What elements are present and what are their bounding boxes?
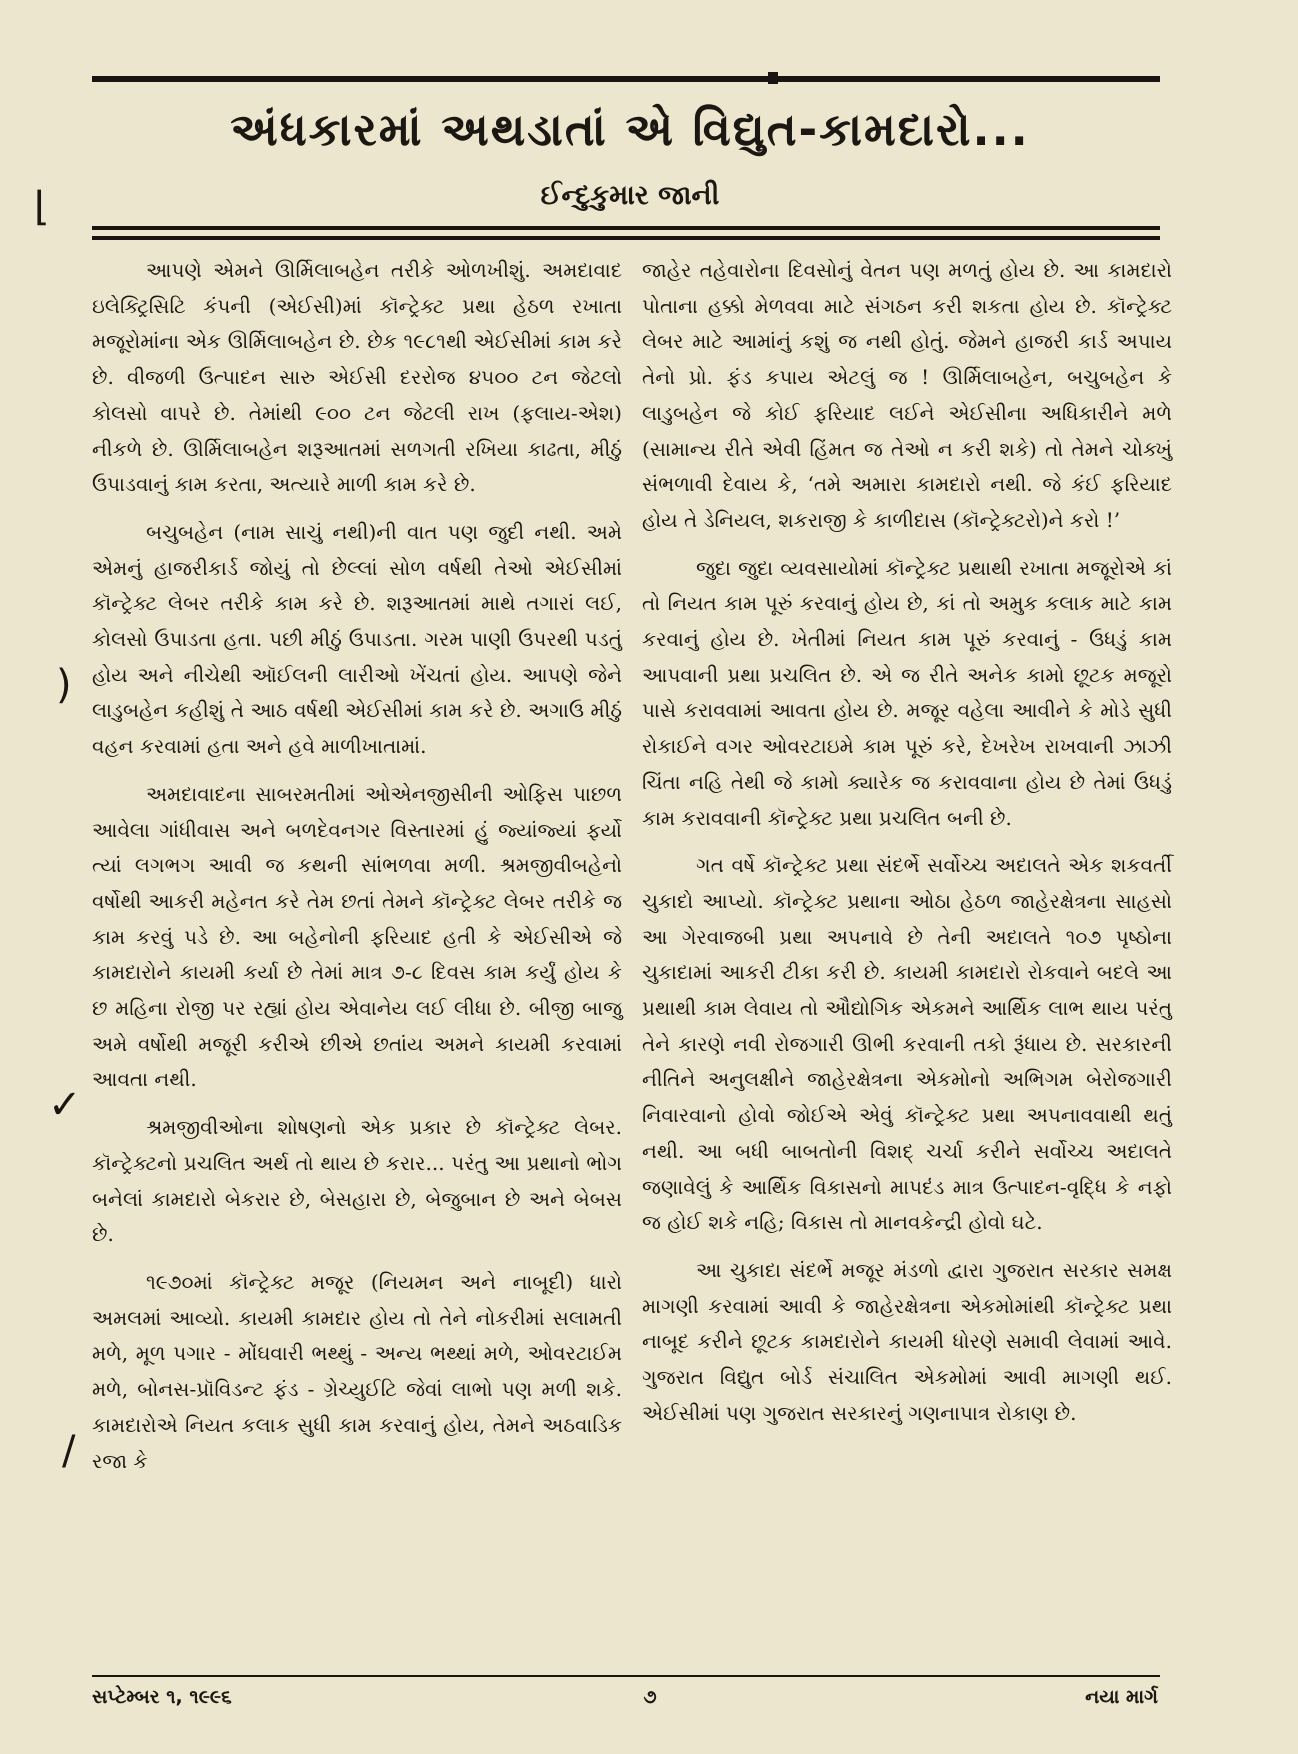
paragraph: ગત વર્ષે કૉન્ટ્રેક્ટ પ્રથા સંદર્ભે સર્વોચ્ચ અદાલતે એક શકવર્તી ચુકાદો આપ્યો. કૉન્ટ્રેક્ટ પ્રથાના ઓઠા હેઠળ જાહેરક્ષેત્રના સાહસો આ ગેરવાજબી પ્રથા અપનાવે છે તેની અદાલતે ૧૦૭ પૃષ્ઠોના ચુકાદામાં આકરી ટીકા કરી છે. કાયમી કામદારો રોકવાને બદલે આ પ્રથાથી કામ લેવાય તો ઔદ્યોગિક એકમને આર્થિક લાભ થાય પરંતુ તેને કારણે નવી રોજગારી ઊભી કરવાની તકો રૂંધાય છે. સરકારની નીતિને અનુલક્ષીને જાહેરક્ષેત્રના એકમોનો અભિગમ બેરોજગારી નિવારવાનો હોવો જોઈએ એવું કૉન્ટ્રેક્ટ પ્રથા અપનાવવાથી થતું નથી. આ બધી બાબતોની વિશદ્ ચર્ચા કરીને સર્વોચ્ચ અદાલતે જણાવેલું કે આર્થિક વિકાસનો માપદંડ માત્ર ઉત્પાદન-વૃદ્ધિ કે નફો જ હોઈ શકે નહિ; વિકાસ તો માનવકેન્દ્રી હોવો ઘટે. <box>642 853 1172 1235</box>
header-rule-upper <box>92 226 1160 230</box>
right-column <box>642 253 1172 1444</box>
top-rule-ornament <box>768 72 778 84</box>
left-column <box>92 253 622 1491</box>
article-title: અંધકારમાં અથડાતાં એ વિદ્યુત-કામદારો... <box>230 103 1030 156</box>
margin-mark-2: ) <box>56 662 72 708</box>
paragraph: આપણે એમને ઊર્મિલાબહેન તરીકે ઓળખીશું. અમદાવાદ ઇલેક્ટ્રિસિટિ કંપની (એઈસી)માં કૉન્ટ્રેક્ટ પ્રથા હેઠળ રખાતા મજૂરોમાંના એક ઊર્મિલાબહેન છે. છેક ૧૯૮૧થી એઈસીમાં કામ કરે છે. વીજળી ઉત્પાદન સારુ એઈસી દરરોજ ૪૫૦૦ ટન જેટલો કોલસો વાપરે છે. તેમાંથી ૯૦૦ ટન જેટલી રાખ (ફલાય-એશ) નીકળે છે. ઊર્મિલાબહેન શરૂઆતમાં સળગતી રખિયા કાઢતા, મીઠું ઉપાડવાનું કામ કરતા, અત્યારે માળી કામ કરે છે. <box>92 258 622 497</box>
paragraph: અમદાવાદના સાબરમતીમાં ઓએનજીસીની ઓફિસ પાછળ આવેલા ગાંધીવાસ અને બળદેવનગર વિસ્તારમાં હું જ્યાંજ્યાં ફર્યો ત્યાં લગભગ આવી જ કથની સાંભળવા મળી. શ્રમજીવીબહેનો વર્ષોથી આકરી મહેનત કરે તેમ છતાં તેમને કૉન્ટ્રેક્ટ લેબર તરીકે જ કામ કરવું પડે છે. આ બહેનોની ફરિયાદ હતી કે એઈસીએ જે કામદારોને કાયમી કર્યા છે તેમાં માત્ર ૭-૮ દિવસ કામ કર્યું હોય કે છ મહિના રોજી પર રહ્યાં હોય એવાનેય લઈ લીધા છે. બીજી બાજુ અમે વર્ષોથી મજૂરી કરીએ છીએ છતાંય અમને કાયમી કરવામાં આવતા નથી. <box>92 781 622 1092</box>
header-rule-lower <box>92 236 1160 240</box>
paragraph: આ ચુકાદા સંદર્ભે મજૂર મંડળો દ્વારા ગુજરાત સરકાર સમક્ષ માગણી કરવામાં આવી કે જાહેરક્ષેત્રના એકમોમાંથી કૉન્ટ્રેક્ટ પ્રથા નાબૂદ કરીને છૂટક કામદારોને કાયમી ધોરણે સમાવી લેવામાં આવે. ગુજરાત વિદ્યુત બોર્ડ સંચાલિત એકમોમાં આવી માગણી થઈ. એઈસીમાં પણ ગુજરાત સરકારનું ગણનાપાત્ર રોકાણ છે. <box>642 1257 1172 1425</box>
paragraph: જાહેર તહેવારોના દિવસોનું વેતન પણ મળતું હોય છે. આ કામદારો પોતાના હક્કો મેળવવા માટે સંગઠન કરી શકતા હોય છે. કૉન્ટ્રેક્ટ લેબર માટે આમાંનું કશું જ નથી હોતું. જેમને હાજરી કાર્ડ અપાય તેનો પ્રો. ફંડ કપાય એટલું જ ! ઊર્મિલાબહેન, બચુબહેન કે લાડુબહેન જે કોઈ ફરિયાદ લઈને એઈસીના અધિકારીને મળે (સામાન્ય રીતે એવી હિંમત જ તેઓ ન કરી શકે) તો તેમને ચોક્ખું સંભળાવી દેવાય કે, ‘તમે અમારા કામદારો નથી. જે કંઈ ફરિયાદ હોય તે ડેનિયલ, શકરાજી કે કાળીદાસ (કૉન્ટ્રેક્ટરો)ને કરો !’ <box>642 258 1172 532</box>
article-author: ઈન્દુકુમાર જાની <box>540 180 720 211</box>
footer-date: સપ્ટેમ્બર ૧, ૧૯૯૬ <box>92 1686 232 1708</box>
magazine-name: નયા માર્ગ <box>1085 1686 1158 1708</box>
margin-mark-3: ✓ <box>48 1082 82 1128</box>
paragraph: ૧૯૭૦માં કૉન્ટ્રેક્ટ મજૂર (નિયમન અને નાબૂદી) ધારો અમલમાં આવ્યો. કાયમી કામદાર હોય તો તેને નોકરીમાં સલામતી મળે, મૂળ પગાર - મોંઘવારી ભથ્થું - અન્ય ભથ્થાં મળે, ઓવરટાઈમ મળે, બોનસ-પ્રૉવિડન્ટ ફંડ - ગ્રેચ્યુઈટિ જેવાં લાભો પણ મળી શકે. કામદારોએ નિયત કલાક સુધી કામ કરવાનું હોય, તેમને અઠવાડિક રજા કે <box>92 1269 622 1473</box>
footer-rule <box>92 1675 1160 1677</box>
margin-mark-1: ⌊ <box>34 184 50 230</box>
paragraph: જુદા જુદા વ્યવસાયોમાં કૉન્ટ્રેક્ટ પ્રથાથી રખાતા મજૂરોએ કાં તો નિયત કામ પૂરું કરવાનું હોય છે, કાં તો અમુક કલાક માટે કામ કરવાનું હોય છે. ખેતીમાં નિયત કામ પૂરું કરવાનું - ઉધડું કામ આપવાની પ્રથા પ્રચલિત છે. એ જ રીતે અનેક કામો છૂટક મજૂરો પાસે કરાવવામાં આવતા હોય છે. મજૂર વહેલા આવીને કે મોડે સુધી રોકાઈને વગર ઓવરટાઇમે કામ પૂરું કરે, દેખરેખ રાખવાની ઝાઝી ચિંતા નહિ તેથી જે કામો ક્યારેક જ કરાવવાના હોય છે તેમાં ઉધડું કામ કરાવવાની કૉન્ટ્રેક્ટ પ્રથા પ્રચલિત બની છે. <box>642 555 1172 830</box>
paragraph: બચુબહેન (નામ સાચું નથી)ની વાત પણ જુદી નથી. અમે એમનું હાજરીકાર્ડ જોયું તો છેલ્લાં સોળ વર્ષથી તેઓ એઈસીમાં કૉન્ટ્રેક્ટ લેબર તરીકે કામ કરે છે. શરૂઆતમાં માથે તગારાં લઈ, કોલસો ઉપાડતા હતા. પછી મીઠું ઉપાડતા. ગરમ પાણી ઉપરથી પડતું હોય અને નીચેથી ઑઈલની લારીઓ ખેંચતાં હોય. આપણે જેને લાડુબહેન કહીશું તે આઠ વર્ષથી એઈસીમાં કામ કરે છે. અગાઉ મીઠું વહન કરવામાં હતા અને હવે માળીખાતામાં. <box>92 519 622 759</box>
paragraph: શ્રમજીવીઓના શોષણનો એક પ્રકાર છે કૉન્ટ્રેક્ટ લેબર. કૉન્ટ્રેક્ટનો પ્રચલિત અર્થ તો થાય છે કરાર... પરંતુ આ પ્રથાનો ભોગ બનેલાં કામદારો બેકરાર છે, બેસહારા છે, બેજુબાન છે અને બેબસ છે. <box>92 1115 622 1247</box>
page-number: ૭ <box>643 1686 657 1708</box>
margin-mark-4: / <box>62 1428 76 1474</box>
top-rule <box>92 76 1160 82</box>
